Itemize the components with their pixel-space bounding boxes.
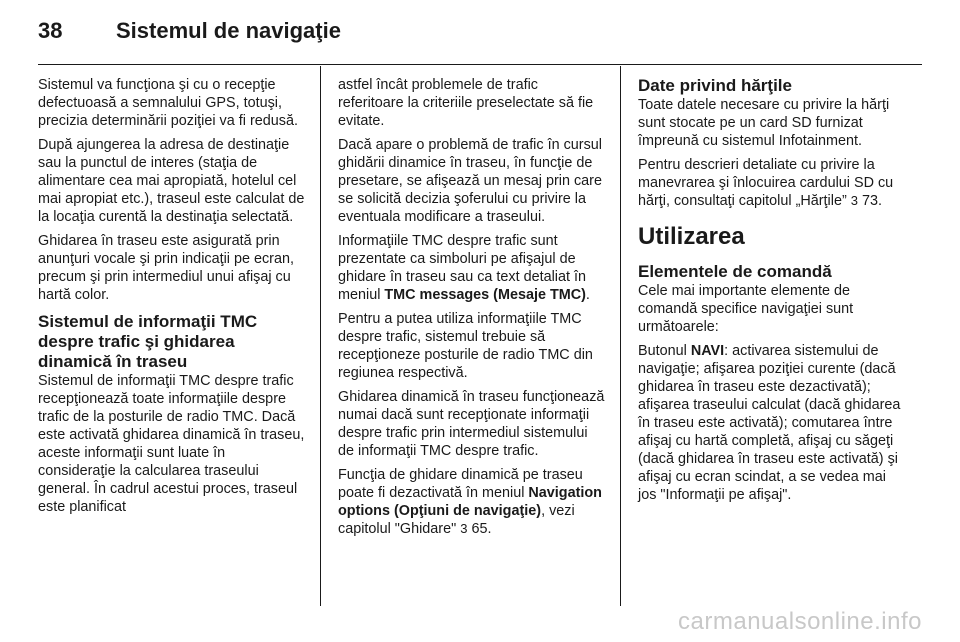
text: . <box>585 287 590 303</box>
paragraph: Pentru a putea utiliza informaţiile TMC despre trafic, sistemul trebuie să recepţioneze posturile de radio TMC din regiunea respectivă. <box>338 311 593 381</box>
text: Pentru descrieri detaliate cu privire la manevrarea şi înlocuirea cardului SD cu hărţi, consultaţi capitolul „Hărţile” <box>638 157 894 209</box>
column-divider-2 <box>620 66 621 606</box>
text: : activarea sistemului de navigaţie; afişarea poziţiei curente (dacă ghidarea în traseu este dezactivată); afişarea traseului calculat (dacă ghidarea în traseu este activată); comutarea între afişaj cu hartă completă, afişaj cu săgeţi (dacă ghidarea în traseu este activată) şi afişaj cu ecran scindat, a se vedea mai jos "Informaţii pe afişaj". <box>638 343 901 503</box>
paragraph: După ajungerea la adresa de destinaţie sau la punctul de interes (staţia de alimentare cea mai apropiată, hotelul cel mai apropiat etc.), traseul este calculat de la locaţia curentă la destinaţia selectată. <box>38 137 305 225</box>
paragraph <box>338 466 606 538</box>
text: Butonul <box>638 343 691 359</box>
paragraph: Sistemul de informaţii TMC despre trafic recepţionează toate informaţiile despre trafic de la posturile de radio TMC. Dacă este activată ghidarea dinamică în traseu, aceste informaţii sunt luate în consideraţie la calcularea traseului general. În cadrul acestui proces, traseul este planificat <box>38 373 305 515</box>
menu-reference-tmc-messages: TMC messages (Mesaje TMC) <box>384 287 586 303</box>
paragraph <box>638 342 906 504</box>
page-reference-icon: 3 <box>850 193 858 208</box>
paragraph: Ghidarea în traseu este asigurată prin anunţuri vocale şi prin indicaţii pe ecran, precum şi prin intermediul unui afişaj cu hartă color. <box>38 233 294 303</box>
paragraph: Cele mai importante elemente de comandă specifice navigaţiei sunt următoarele: <box>638 283 854 335</box>
menu-reference-navigation-options: Navigation options (Opţiuni de navigaţie) <box>338 485 602 519</box>
section-title-usage: Utilizarea <box>638 223 745 250</box>
paragraph <box>638 156 906 210</box>
page-header <box>38 18 341 50</box>
chapter-title: Sistemul de navigaţie <box>116 18 341 43</box>
paragraph: Sistemul va funcţiona şi cu o recepţie defectuoasă a semnalului GPS, totuşi, precizia determinării poziţiei va fi redusă. <box>38 77 298 129</box>
column-2 <box>338 76 606 544</box>
watermark: carmanualsonline.info <box>678 608 922 635</box>
header-rule <box>38 64 922 65</box>
paragraph: Dacă apare o problemă de trafic în cursul ghidării dinamice în traseu, în funcţie de presetare, se afişează un mesaj prin care se solicită decizia şoferului cu privire la eventuala modificare a traseului. <box>338 137 602 225</box>
paragraph <box>338 232 606 304</box>
text: Informaţiile TMC despre trafic sunt prezentate ca simboluri pe afişajul de ghidare în traseu sau ca text detaliat în meniul <box>338 233 586 303</box>
page-reference-icon: 3 <box>460 521 468 536</box>
paragraph: Ghidarea dinamică în traseu funcţionează numai dacă sunt recepţionate informaţii despre trafic prin intermediul sistemului de informaţii TMC despre trafic. <box>338 389 605 459</box>
page-reference: 73. <box>857 193 882 209</box>
section-heading-controls: Elementele de comandă <box>638 262 832 281</box>
text: Funcţia de ghidare dinamică pe traseu poate fi dezactivată în meniul <box>338 467 583 501</box>
page-number: 38 <box>38 18 63 43</box>
column-divider-1 <box>320 66 321 606</box>
section-heading-map-data: Date privind hărţile <box>638 76 792 95</box>
section-heading-tmc: Sistemul de informaţii TMC despre trafic şi ghidarea dinamică în traseu <box>38 312 258 371</box>
paragraph: Toate datele necesare cu privire la hărţi sunt stocate pe un card SD furnizat împreună cu sistemul Infotainment. <box>638 97 890 149</box>
button-reference-navi: NAVI <box>690 343 725 359</box>
page-reference: 65. <box>467 521 492 537</box>
column-1 <box>38 76 306 522</box>
paragraph: astfel încât problemele de trafic referitoare la criteriile preselectate să fie evitate. <box>338 77 594 129</box>
column-3 <box>638 76 906 510</box>
text: , vezi capitolul "Ghidare" <box>338 503 575 537</box>
